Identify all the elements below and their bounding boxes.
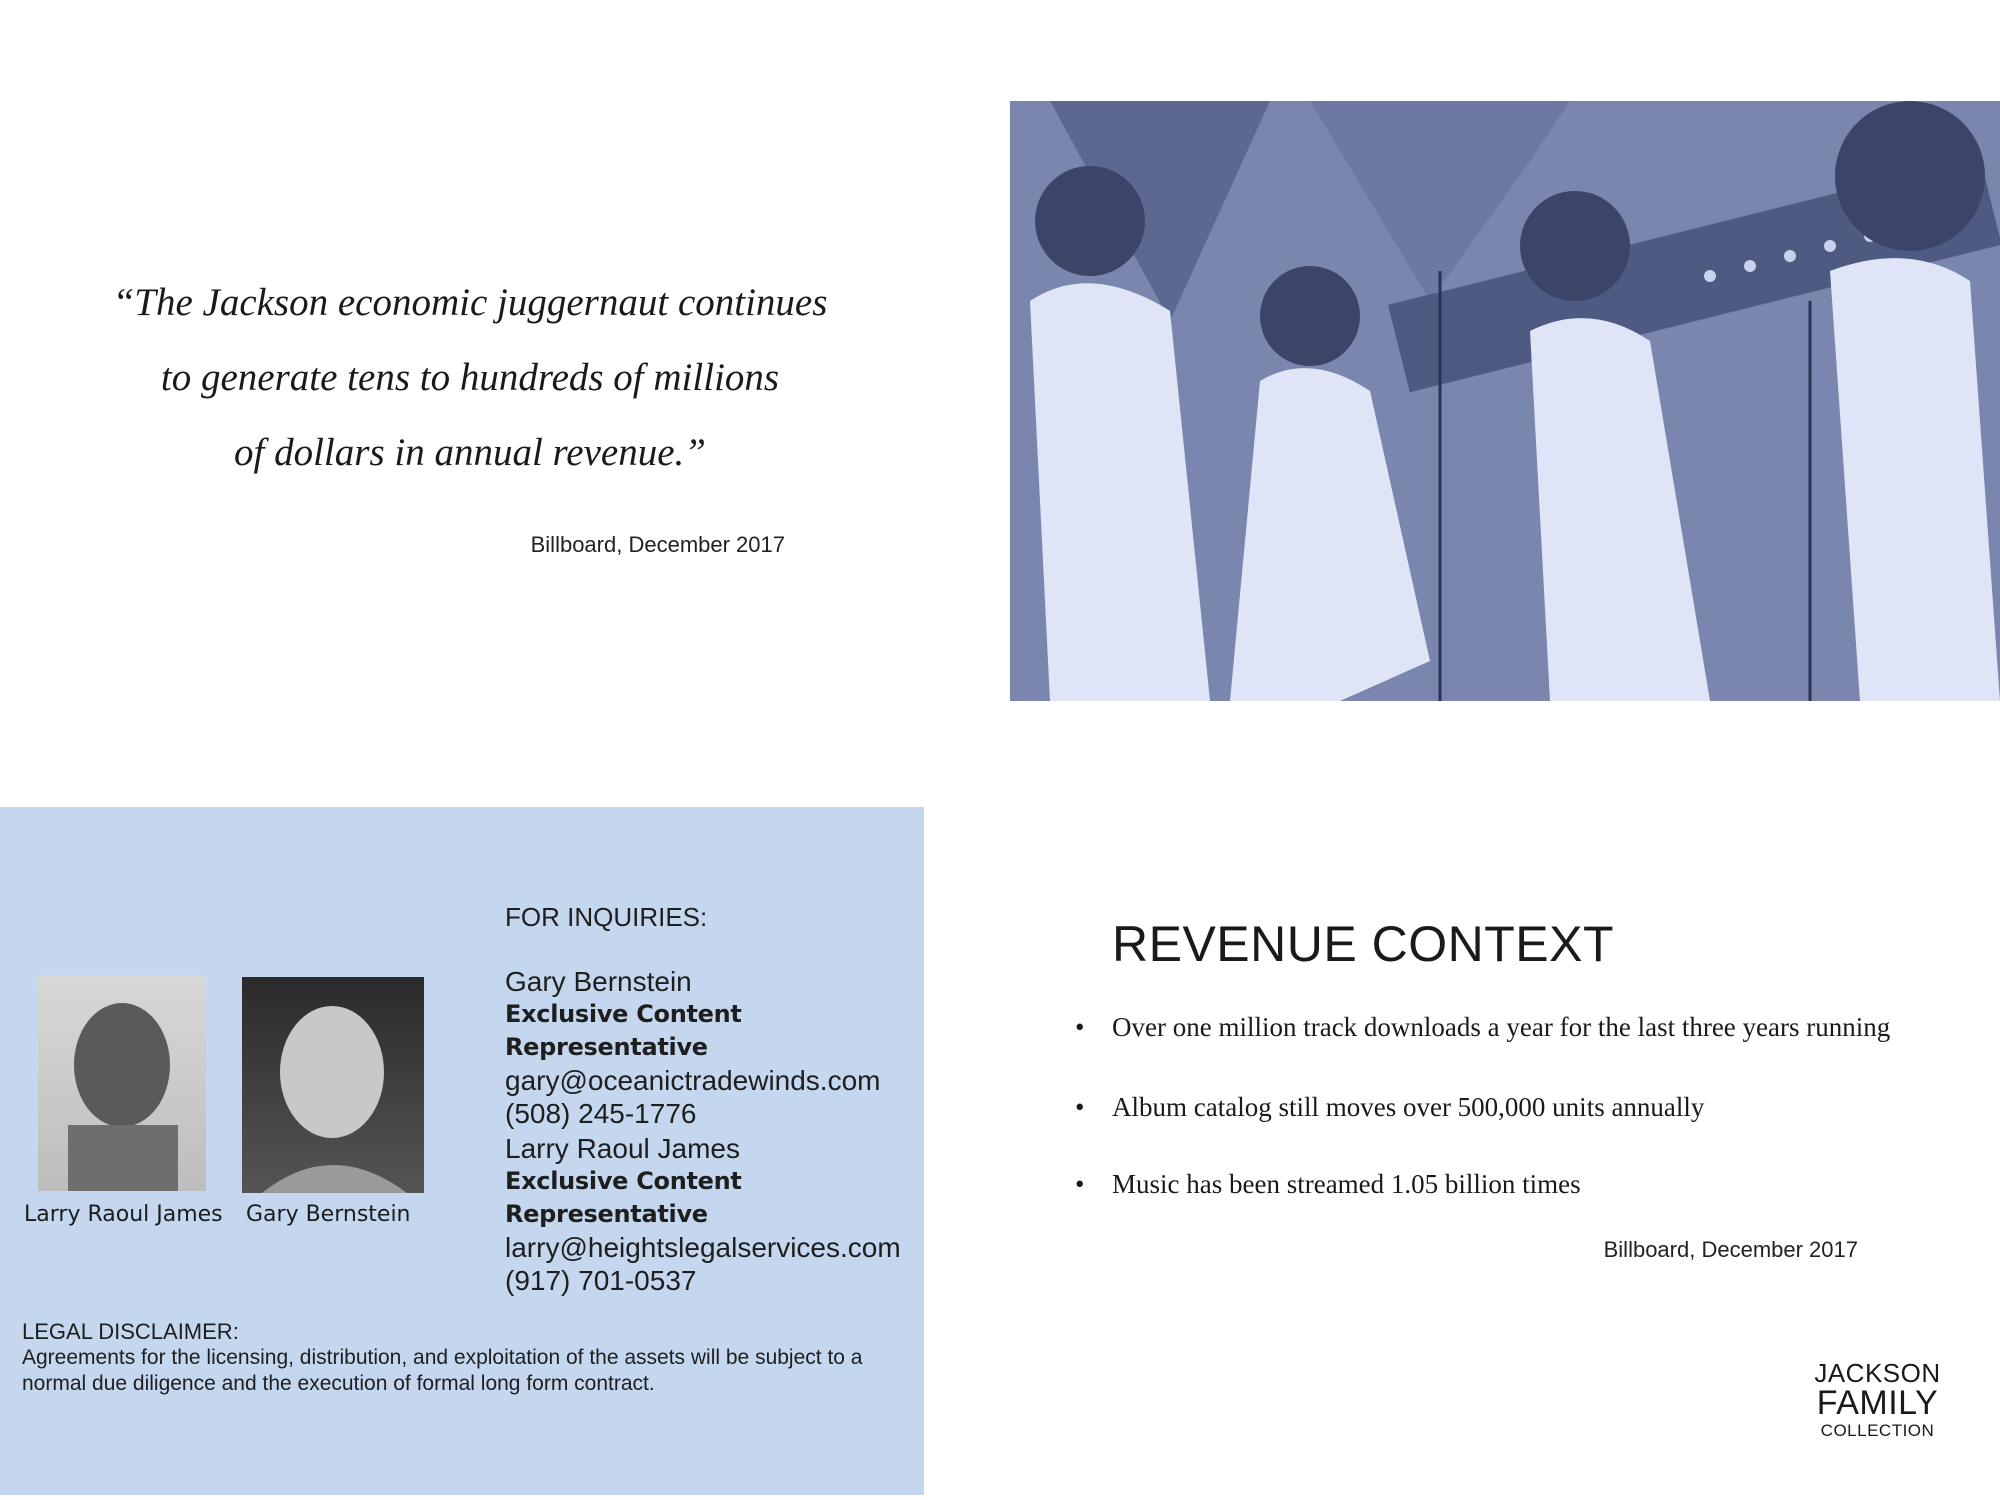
list-item (1075, 1092, 1995, 1172)
quote-line: “The Jackson economic juggernaut continues (112, 281, 828, 324)
bullet-icon: • (1075, 1169, 1085, 1199)
legal-disclaimer (22, 1319, 902, 1397)
portrait-icon (242, 977, 424, 1193)
bullet-icon: • (1075, 1012, 1085, 1042)
bullet-icon: • (1075, 1092, 1085, 1122)
contact-phone[interactable]: (917) 701-0537 (505, 1265, 697, 1296)
contact-card (505, 965, 924, 1130)
portrait-caption: Gary Bernstein (246, 1202, 411, 1227)
list-item-text: Over one million track downloads a year for the last three years running (1112, 1012, 1891, 1042)
logo-line: FAMILY (1816, 1384, 1939, 1422)
brand-logo (1795, 1360, 1960, 1439)
logo-line: JACKSON (1814, 1358, 1941, 1388)
section-title: REVENUE CONTEXT (1112, 916, 1615, 972)
contact-panel (0, 807, 924, 1495)
contact-phone[interactable]: (508) 245-1776 (505, 1098, 697, 1129)
performers-photo (1010, 101, 2000, 701)
revenue-list (1075, 1012, 1995, 1249)
contact-title: Exclusive Content Representative (505, 1000, 742, 1061)
inquiries-heading: FOR INQUIRIES: (505, 902, 708, 932)
contact-email[interactable]: larry@heightslegalservices.com (505, 1232, 901, 1263)
quote-line: to generate tens to hundreds of millions (160, 356, 780, 399)
legal-text: Agreements for the licensing, distribution, and exploitation of the assets will be subject to a normal due diligence and the execution of formal long form contract. (22, 1346, 863, 1395)
avatar (38, 975, 206, 1191)
legal-heading: LEGAL DISCLAIMER: (22, 1319, 239, 1344)
quote-line: of dollars in annual revenue.” (234, 431, 706, 474)
contact-name: Gary Bernstein (505, 966, 692, 997)
list-item-text: Music has been streamed 1.05 billion times (1112, 1169, 1581, 1199)
portrait-caption: Larry Raoul James (24, 1202, 223, 1227)
list-item (1075, 1012, 1995, 1092)
contact-title: Exclusive Content Representative (505, 1167, 742, 1228)
pull-quote (60, 265, 880, 490)
contact-email[interactable]: gary@oceanictradewinds.com (505, 1065, 881, 1096)
performers-photo-icon (1010, 101, 2000, 701)
avatar (242, 977, 424, 1193)
revenue-source: Billboard, December 2017 (1603, 1237, 1858, 1262)
contact-card (505, 1132, 924, 1297)
portrait-icon (38, 975, 206, 1191)
contact-name: Larry Raoul James (505, 1133, 740, 1164)
logo-line: COLLECTION (1820, 1421, 1935, 1440)
list-item-text: Album catalog still moves over 500,000 units annually (1112, 1092, 1705, 1122)
quote-source: Billboard, December 2017 (530, 532, 785, 557)
